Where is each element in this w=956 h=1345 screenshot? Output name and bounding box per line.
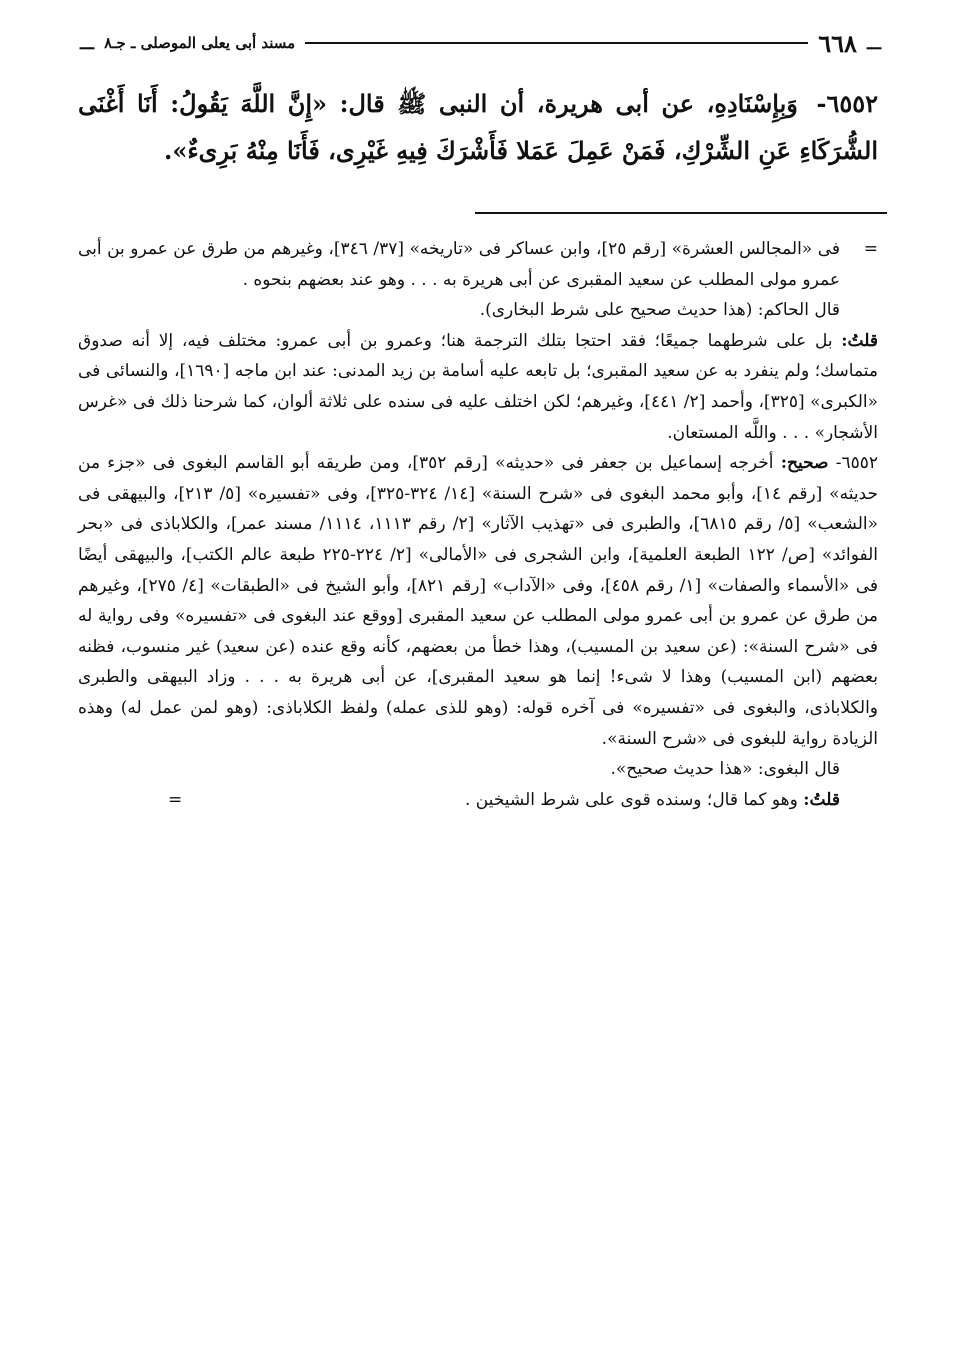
page-number: ٦٦٨	[818, 28, 857, 58]
final-paragraph	[78, 785, 878, 816]
continuation-paragraph	[78, 234, 878, 295]
hadith-text: وَبِإِسْنَادِهِ، عن أبى هريرة، أن النبى ﷺ قال: «إِنَّ اللَّهَ يَقُولُ: أَنَا أَغْنَى الشُّرَكَاءِ عَنِ الشِّرْكِ، فَمَنْ عَمِلَ عَمَلا فَأَشْرَكَ فِيهِ غَيْرِى، فَأَنَا مِنْهُ بَرِىءٌ».	[78, 89, 878, 165]
footnotes	[78, 234, 878, 815]
qultu-paragraph	[78, 326, 878, 448]
page-header	[80, 28, 881, 58]
baghawi-quote: قال البغوى: «هذا حديث صحيح».	[610, 759, 840, 780]
continuation-text: فى «المجالس العشرة» [رقم ٢٥]، وابن عساكر فى «تاريخه» [٣٧/ ٣٤٦]، وغيرهم من طرق عن عمرو بن أبى عمرو مولى المطلب عن سعيد المقبرى عن أبى هريرة به . . . وهو عند بعضهم بنحوه .	[78, 239, 840, 290]
takhrij-text: أخرجه إسماعيل بن جعفر فى «حديثه» [رقم ٣٥٢]، ومن طريقه أبو القاسم البغوى فى «جزء من حديثه» [رقم ١٤]، وأبو محمد البغوى فى «شرح السنة» [١٤/ ٣٢٤-٣٢٥]، وفى «تفسيره» [٥/ ٢١٣]، والبيهقى فى «الشعب» [٥/ رقم ٦٨١٥]، والطبرى فى «تهذيب الآثار» [٢/ رقم ١١١٣، ١١١٤/ مسند عمر]، والكلاباذى فى «بحر الفوائد» [ص/ ١٢٢ الطبعة العلمية]، وابن الشجرى فى «الأمالى» [٢/ ٢٢٤-٢٢٥ طبعة عالم الكتب]، والبيهقى أيضًا فى «الأسماء والصفات» [١/ رقم ٤٥٨]، وفى «الآداب» [رقم ٨٢١]، وأبو الشيخ فى «الطبقات» [٤/ ٢٧٥]، وغيرهم من طرق عن عمرو بن أبى عمرو مولى المطلب عن سعيد المقبرى [ووقع عند البغوى فى «تفسيره» وفى رواية له فى «شرح السنة»: (عن سعيد بن المسيب)، وهذا خطأ من بعضهم، كأنه وقع عنده (عن سعيد) غير منسوب، فظنه بعضهم (ابن المسيب) وهذا لا شىء! إنما هو سعيد المقبرى]، عن أبى هريرة به . . . وزاد البيهقى والطبرى والكلاباذى، والبغوى فى «تفسيره» فى آخره قوله: (وهو للذى عمله) ولفظ الكلاباذى: (وهو لمن عمل له) وهذه الزيادة رواية للبغوى فى «شرح السنة».	[78, 453, 879, 749]
final-text: وهو كما قال؛ وسنده قوى على شرط الشيخين .	[464, 789, 798, 810]
header-dash: ـــ	[866, 33, 881, 53]
qultu-label: قلتُ:	[841, 330, 879, 351]
hakim-quote: قال الحاكم: (هذا حديث صحيح على شرط البخارى).	[479, 300, 840, 321]
footnote-separator	[475, 212, 887, 214]
header-dash-end: ـــ	[80, 33, 95, 53]
continuation-mark: =	[863, 239, 878, 259]
running-title: مسند أبى يعلى الموصلى ـ جـ٨	[104, 34, 296, 52]
final-label: قلتُ:	[803, 789, 840, 810]
end-mark: =	[168, 789, 183, 810]
hadith-number: ٦٥٥٢-	[816, 89, 879, 118]
takhrij-paragraph	[78, 448, 878, 754]
hadith-text-block	[78, 80, 878, 174]
takhrij-label: صحيح:	[780, 453, 829, 474]
takhrij-number: ٦٥٥٢-	[835, 453, 879, 474]
header-rule	[305, 42, 808, 44]
qultu-text: بل على شرطهما جميعًا؛ فقد احتجا بتلك الترجمة هنا؛ وعمرو بن أبى عمرو: مختلف فيه، إلا أنه صدوق متماسك؛ ولم ينفرد به عن سعيد المقبرى؛ بل تابعه عليه أسامة بن زيد المدنى: عند ابن ماجه [١٦٩٠]، والنسائى فى «الكبرى» [٣٢٥]، وأحمد [٢/ ٤٤١]، وغيرهم؛ لكن اختلف عليه فى سنده على ثلاثة ألوان، كما شرحنا ذلك فى «غرس الأشجار» . . . واللَّه المستعان.	[78, 330, 879, 443]
